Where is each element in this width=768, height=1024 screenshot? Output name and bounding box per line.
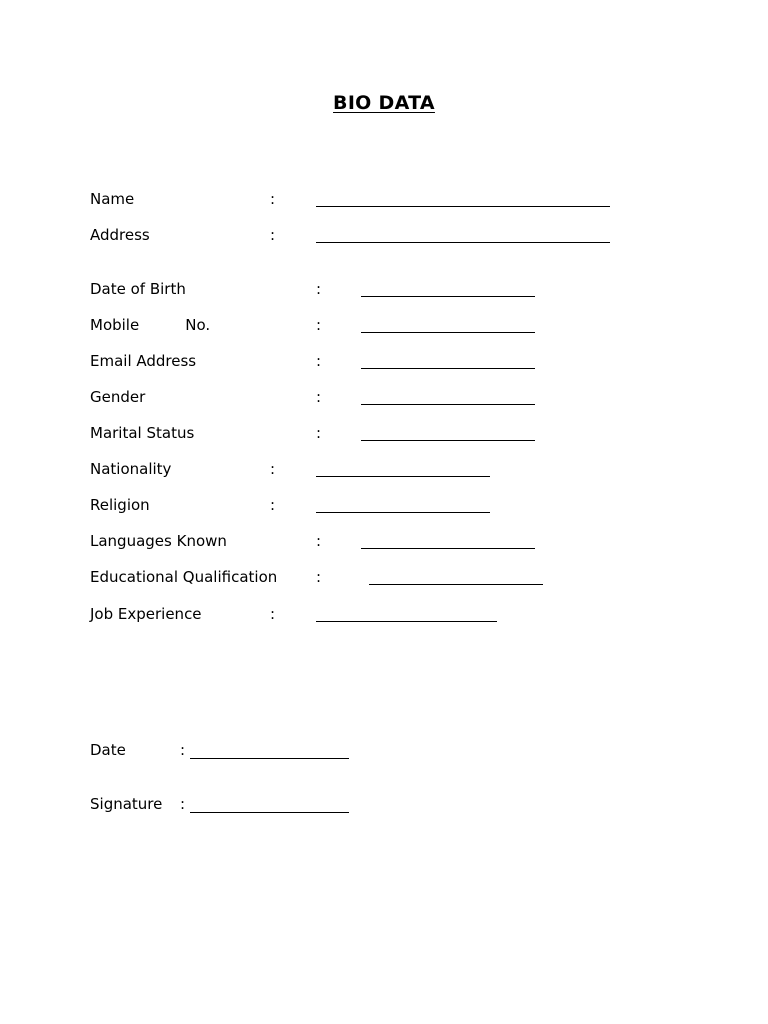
field-colon-languages: : [316, 532, 322, 550]
field-label-languages: Languages Known [90, 532, 227, 550]
field-label-name: Name [90, 190, 135, 208]
field-colon-gender: : [316, 388, 322, 406]
field-label-mobile [90, 315, 210, 335]
address-input-line[interactable] [316, 242, 610, 243]
field-colon-address: : [270, 226, 276, 244]
field-colon-experience: : [270, 605, 276, 623]
field-colon-mobile: : [316, 316, 322, 334]
footer-label-date: Date [90, 741, 126, 759]
date-input-line[interactable] [190, 758, 349, 759]
email-input-line[interactable] [361, 368, 535, 369]
field-colon-education: : [316, 568, 322, 586]
field-label-email: Email Address [90, 352, 197, 370]
gender-input-line[interactable] [361, 404, 535, 405]
page-title: BIO DATA [333, 92, 435, 114]
field-colon-dob: : [316, 280, 322, 298]
name-input-line[interactable] [316, 206, 610, 207]
field-colon-marital: : [316, 424, 322, 442]
field-colon-name: : [270, 190, 276, 208]
dob-input-line[interactable] [361, 296, 535, 297]
field-label-religion: Religion [90, 496, 150, 514]
field-label-nationality: Nationality [90, 460, 172, 478]
footer-colon-date: : [180, 741, 186, 759]
field-label-experience: Job Experience [90, 605, 202, 623]
field-label-address: Address [90, 226, 150, 244]
field-label-education: Educational Qualification [90, 568, 278, 586]
field-label-dob: Date of Birth [90, 280, 186, 298]
mobile-input-line[interactable] [361, 332, 535, 333]
field-colon-religion: : [270, 496, 276, 514]
signature-input-line[interactable] [190, 812, 349, 813]
marital-input-line[interactable] [361, 440, 535, 441]
footer-label-signature: Signature [90, 795, 163, 813]
religion-input-line[interactable] [316, 512, 490, 513]
field-colon-email: : [316, 352, 322, 370]
field-label-marital: Marital Status [90, 424, 195, 442]
languages-input-line[interactable] [361, 548, 535, 549]
field-colon-nationality: : [270, 460, 276, 478]
field-label-no-word: No. [185, 316, 211, 334]
experience-input-line[interactable] [316, 621, 497, 622]
footer-colon-signature: : [180, 795, 186, 813]
field-label-mobile-word: Mobile [90, 316, 140, 334]
nationality-input-line[interactable] [316, 476, 490, 477]
field-label-gender: Gender [90, 388, 146, 406]
education-input-line[interactable] [369, 584, 543, 585]
